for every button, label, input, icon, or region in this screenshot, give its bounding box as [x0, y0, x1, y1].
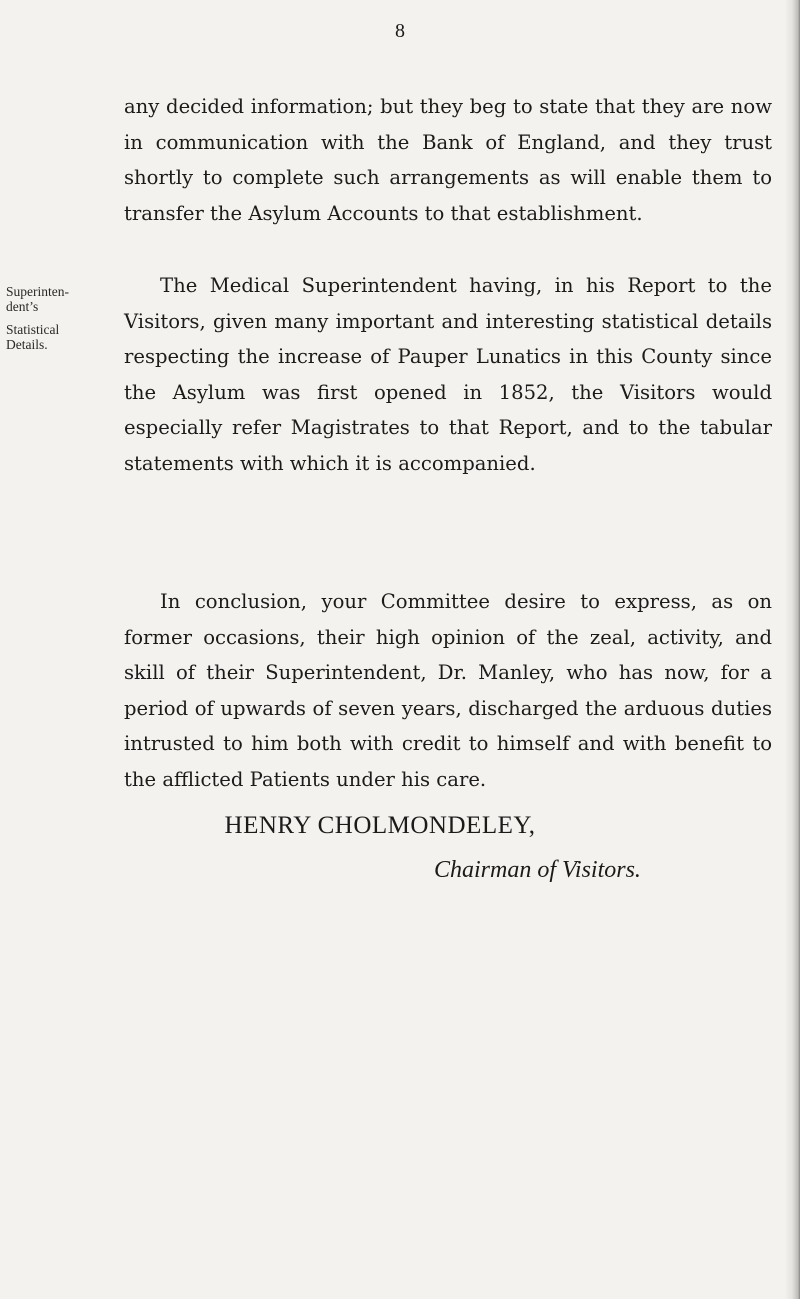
signature-title: Chairman of Visitors.: [434, 857, 641, 883]
paragraph-medical-superintendent-report: The Medical Superintendent having, in his Report to the Visitors, given many important and interesting statistical details respecting the increase of Pauper Lunatics in this County since the Asylum was first opened in 1852, the Visitors would especially refer Magistrates to that Report, and to the tabular statements with which it is accompanied.: [124, 274, 772, 475]
marginal-note-superintendent: Superinten- dent’s: [6, 284, 69, 314]
signature-name: HENRY CHOLMONDELEY,: [224, 812, 536, 839]
page-edge-shadow: [784, 0, 800, 1299]
paragraph-bank-of-england: any decided information; but they beg to state that they are now in communication with the Bank of England, and they trust shortly to complete such arrangements as will enable them to transfer the Asylum Accounts to that establishment.: [124, 95, 772, 225]
marginal-note-statistical-details: Statistical Details.: [6, 322, 60, 352]
paragraph-conclusion: In conclusion, your Committee desire to express, as on former occasions, their high opinion of the zeal, activity, and skill of their Superintendent, Dr. Manley, who has now, for a period of upwards of seven years, discharged the arduous duties intrusted to him both with credit to himself and with benefit to the afflicted Patients under his care.: [124, 590, 772, 791]
page-number: 8: [395, 20, 405, 42]
